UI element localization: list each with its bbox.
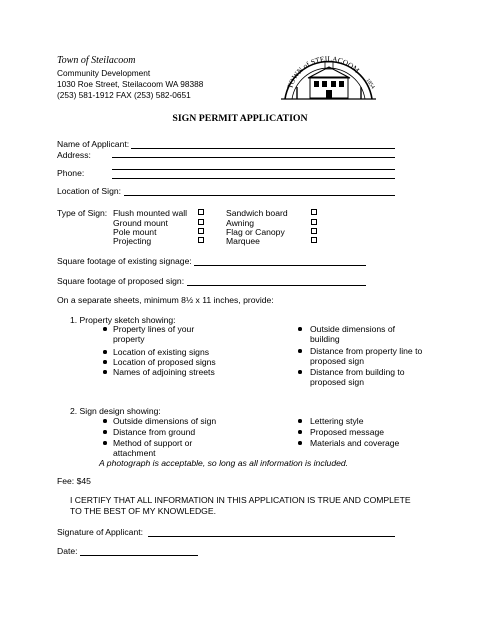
location-input-line[interactable] bbox=[124, 195, 395, 196]
checkbox-pole-mount[interactable] bbox=[198, 228, 204, 234]
sign-type-option: Marquee bbox=[226, 236, 260, 246]
department-address: 1030 Roe Street, Steilacoom WA 98388 bbox=[57, 79, 204, 89]
bullet-icon bbox=[103, 350, 107, 354]
sign-type-option: Ground mount bbox=[113, 218, 168, 228]
list-item: Lettering style bbox=[310, 416, 364, 426]
bullet-icon bbox=[298, 349, 302, 353]
bullet-icon bbox=[298, 370, 302, 374]
list-item: Distance from ground bbox=[113, 427, 196, 437]
sign-type-option: Projecting bbox=[113, 236, 152, 246]
department-phone-fax: (253) 581-1912 FAX (253) 582-0651 bbox=[57, 90, 191, 100]
bullet-icon bbox=[103, 370, 107, 374]
address-input-line-2[interactable] bbox=[112, 169, 395, 170]
bullet-icon bbox=[103, 430, 107, 434]
bullet-icon bbox=[103, 441, 107, 445]
list-item: Proposed message bbox=[310, 427, 385, 437]
certification-line-1: I CERTIFY THAT ALL INFORMATION IN THIS APPLICATION IS TRUE AND COMPLETE bbox=[70, 495, 411, 505]
list-item: property bbox=[113, 334, 145, 344]
checkbox-ground-mount[interactable] bbox=[198, 219, 204, 225]
list-item: Outside dimensions of bbox=[310, 324, 396, 334]
checkbox-projecting[interactable] bbox=[198, 237, 204, 243]
list-item: Names of adjoining streets bbox=[113, 367, 215, 377]
address-label: Address: bbox=[57, 150, 91, 160]
list-item: proposed sign bbox=[310, 356, 364, 366]
list-item: Location of proposed signs bbox=[113, 357, 216, 367]
town-name: Town of Steilacoom bbox=[57, 55, 136, 66]
department-name: Community Development bbox=[57, 68, 151, 78]
checkbox-marquee[interactable] bbox=[311, 237, 317, 243]
photograph-note: A photograph is acceptable, so long as all information is included. bbox=[99, 458, 349, 468]
date-input-line[interactable] bbox=[80, 555, 198, 556]
list-item: Distance from property line to bbox=[310, 346, 423, 356]
fee-text: Fee: $45 bbox=[57, 476, 91, 486]
signature-label: Signature of Applicant: bbox=[57, 527, 143, 537]
bullet-icon bbox=[103, 419, 107, 423]
proposed-footage-label: Square footage of proposed sign: bbox=[57, 276, 185, 286]
checkbox-flag-or-canopy[interactable] bbox=[311, 228, 317, 234]
property-sketch-heading: 1. Property sketch showing: bbox=[70, 315, 176, 325]
page-title: SIGN PERMIT APPLICATION bbox=[172, 113, 308, 124]
date-label: Date: bbox=[57, 546, 78, 556]
bullet-icon bbox=[298, 327, 302, 331]
checkbox-flush-mounted-wall[interactable] bbox=[198, 209, 204, 215]
certification-line-2: TO THE BEST OF MY KNOWLEDGE. bbox=[70, 506, 216, 516]
phone-input-line[interactable] bbox=[112, 178, 395, 179]
bullet-icon bbox=[298, 430, 302, 434]
seal-lettering: TOWN of STEILACOOM bbox=[285, 54, 362, 90]
sign-design-heading: 2. Sign design showing: bbox=[70, 406, 161, 416]
existing-footage-input-line[interactable] bbox=[194, 265, 366, 266]
location-label: Location of Sign: bbox=[57, 186, 122, 196]
bullet-icon bbox=[103, 360, 107, 364]
separate-sheets-instruction: On a separate sheets, minimum 8½ x 11 inches, provide: bbox=[57, 295, 274, 305]
list-item: building bbox=[310, 334, 340, 344]
bullet-icon bbox=[103, 327, 107, 331]
bullet-icon bbox=[298, 419, 302, 423]
address-input-line-1[interactable] bbox=[112, 157, 395, 158]
name-label: Name of Applicant: bbox=[57, 139, 130, 149]
list-item: Property lines of your bbox=[113, 324, 195, 334]
list-item: proposed sign bbox=[310, 377, 364, 387]
list-item: Materials and coverage bbox=[310, 438, 400, 448]
proposed-footage-input-line[interactable] bbox=[187, 285, 366, 286]
list-item: Method of support or bbox=[113, 438, 193, 448]
existing-footage-label: Square footage of existing signage: bbox=[57, 256, 192, 266]
svg-text:1854: 1854 bbox=[364, 77, 376, 91]
list-item: Location of existing signs bbox=[113, 347, 210, 357]
town-seal-logo bbox=[277, 47, 380, 101]
sign-type-label: Type of Sign: bbox=[57, 208, 108, 218]
list-item: Outside dimensions of sign bbox=[113, 416, 217, 426]
list-item: Distance from building to bbox=[310, 367, 405, 377]
sign-type-option: Flag or Canopy bbox=[226, 227, 285, 237]
list-item: attachment bbox=[113, 448, 156, 458]
checkbox-sandwich-board[interactable] bbox=[311, 209, 317, 215]
sign-type-option: Awning bbox=[226, 218, 255, 228]
sign-type-option: Sandwich board bbox=[226, 208, 288, 218]
checkbox-awning[interactable] bbox=[311, 219, 317, 225]
phone-label: Phone: bbox=[57, 168, 85, 178]
sign-type-option: Flush mounted wall bbox=[113, 208, 188, 218]
sign-type-option: Pole mount bbox=[113, 227, 157, 237]
name-input-line[interactable] bbox=[131, 148, 395, 149]
signature-input-line[interactable] bbox=[148, 536, 395, 537]
bullet-icon bbox=[298, 441, 302, 445]
